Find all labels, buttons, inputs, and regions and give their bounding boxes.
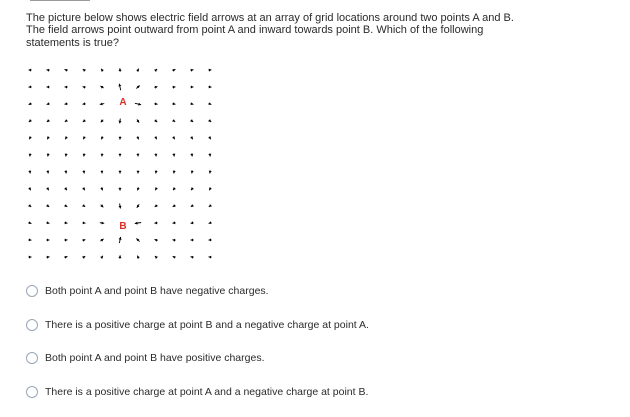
field-arrow-head [191,86,194,89]
field-arrow-head [29,69,32,72]
field-arrow-head [65,221,68,224]
field-arrow-head [119,137,122,140]
field-arrow-head [209,238,212,241]
field-arrow-head [101,154,104,157]
option-1[interactable] [26,282,269,300]
field-arrow-head [191,171,194,174]
field-arrow-head [65,102,68,105]
field-arrow-head [46,171,49,174]
field-arrow-head [65,239,68,242]
field-arrow-head [47,86,50,89]
radio-button[interactable] [26,352,38,364]
field-arrow-head [191,221,194,224]
field-arrow-head [118,84,121,87]
option-2[interactable] [26,316,369,334]
field-arrow-head [154,69,157,72]
field-arrow-head [191,239,194,242]
option-label: There is a positive charge at point B and a negative charge at point A. [45,319,369,331]
field-arrow-head [119,171,122,174]
electric-field-diagram [20,60,230,270]
point-b-label: B [119,221,127,232]
field-arrow-head [209,171,212,174]
option-label: There is a positive charge at point A and a negative charge at point B. [45,386,369,398]
field-arrow-head [155,256,158,259]
field-arrow-head [47,69,50,72]
top-divider [30,0,90,4]
option-3[interactable] [26,349,265,367]
field-figure [20,60,230,270]
field-arrow-head [173,171,176,174]
field-arrow-head [47,239,50,242]
field-arrow-head [191,69,194,72]
field-arrow-head [65,86,68,89]
radio-button[interactable] [26,285,38,297]
point-a-label: A [119,97,127,108]
field-arrow-head [64,171,67,174]
field-arrow-head [29,256,32,259]
field-arrow-head [118,255,121,258]
field-arrow-head [47,256,50,259]
option-4[interactable] [26,383,368,401]
field-arrow-head [209,69,212,72]
radio-button[interactable] [26,319,38,331]
option-label: Both point A and point B have positive charges. [45,352,265,364]
option-label: Both point A and point B have negative charges. [45,285,269,297]
question-text: The picture below shows electric field arrows at an array of grid locations around two points A and B. The field arrows point outward from point A and inward towards point B. Which of the following statements is true? [26,12,514,49]
field-arrow-head [137,171,140,174]
field-arrow-head [209,85,212,88]
field-arrow-head [118,188,121,191]
field-arrow-head [154,119,157,122]
field-arrow-head [136,154,139,157]
field-arrow-head [119,121,122,124]
radio-button[interactable] [26,386,38,398]
field-arrow-head [173,102,176,105]
field-arrow-head [119,154,122,157]
field-arrow-head [154,221,157,224]
field-arrow-head [29,119,32,122]
